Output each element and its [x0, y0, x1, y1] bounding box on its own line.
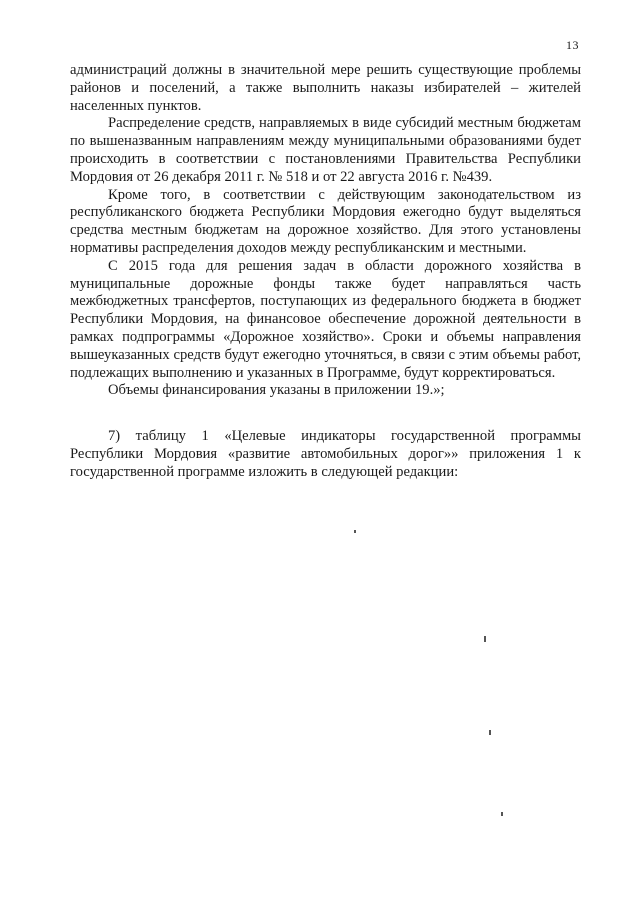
scan-speck: [484, 636, 486, 642]
paragraph-continuation: администраций должны в значительной мере решить существующие проблемы районов и поселений, а также выполнить наказы избирателей – жителей населенных пунктов.: [70, 62, 581, 114]
paragraph-financing-reference: Объемы финансирования указаны в приложении 19.»;: [108, 382, 445, 399]
paragraph-amendment-7: 7) таблицу 1 «Целевые индикаторы государственной программы Республики Мордовия «развитие автомобильных дорог»» приложения 1 к государственной программе изложить в следующей редакции:: [70, 428, 581, 480]
page-number: 13: [566, 38, 579, 52]
paragraph-funds-distribution: Распределение средств, направляемых в виде субсидий местным бюджетам по вышеназванным направлениям между муниципальными образованиями будет происходить в соответствии с постановлениями Правительства Республики Мордовия от 26 декабря 2011 г. № 518 и от 22 августа 2016 г. №439.: [70, 115, 581, 185]
document-body: [70, 62, 581, 482]
paragraph-road-funds-2015: С 2015 года для решения задач в области дорожного хозяйства в муниципальные дорожные фонды также будет направляться часть межбюджетных трансфертов, поступающих из федерального бюджета в бюджет Республики Мордовия, на финансовое обеспечение дорожной деятельности в рамках подпрограммы «Дорожное хозяйство». Сроки и объемы направления вышеуказанных средств будут ежегодно уточняться, в связи с этим объемы работ, подлежащих выполнению и указанных в Программе, будут корректироваться.: [70, 257, 581, 381]
scan-speck: [501, 812, 503, 816]
scan-speck: [489, 730, 491, 735]
paragraph-road-funding: Кроме того, в соответствии с действующим законодательством из республиканского бюджета Республики Мордовия ежегодно будут выделяться средства местным бюджетам на дорожное хозяйство. Для этого установлены нормативы распределения доходов между республиканским и местными.: [70, 186, 581, 256]
scan-speck: [354, 530, 356, 533]
